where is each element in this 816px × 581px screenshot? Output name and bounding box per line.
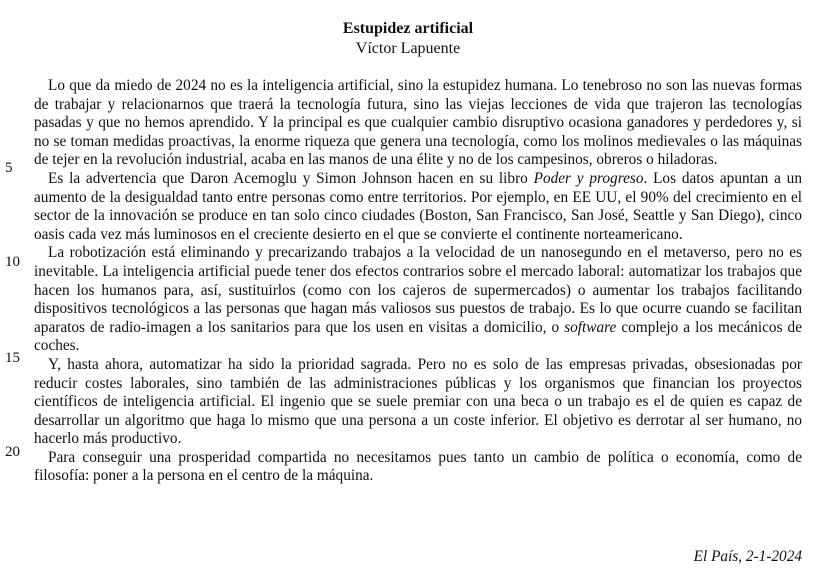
- paragraph-2-text-a: Es la advertencia que Daron Acemoglu y Simon Johnson hacen en su libro: [48, 169, 534, 187]
- paragraph-4-text: Y, hasta ahora, automatizar ha sido la prioridad sagrada. Pero no es solo de las empresas privadas, obsesionadas por reducir costes laborales, sino también de las administraciones públicas y los organismos que financian los proyectos científicos de inteligencia artificial. El ingenio que se suele premiar con una beca o un trabajo es el de quien es capaz de desarrollar un algoritmo que haga lo mismo que una persona a un coste inferior. El objetivo es derrotar al ser humano, no hacerlo más productivo.: [34, 355, 802, 448]
- paragraph-2: [34, 170, 802, 244]
- line-number-20: 20: [5, 444, 20, 460]
- line-number-5: 5: [5, 160, 13, 176]
- article-author: Víctor Lapuente: [355, 40, 461, 57]
- paragraph-1-text: Lo que da miedo de 2024 no es la inteligencia artificial, sino la estupidez humana. Lo tenebroso no son las nuevas formas de trabajar y relacionarnos que traerá la tecnología futura, sino las viejas lecciones de vida que trajeron las tecnologías pasadas y que no hemos aprendido. Y la principal es que cualquier cambio disruptivo ocasiona ganadores y perdedores y, si no se toman medidas proactivas, la enorme riqueza que genera una tecnología, como los molinos medievales o las máquinas de tejer en la revolución industrial, acaba en las manos de una élite y no de los campesinos, obreros o hiladoras.: [34, 77, 802, 169]
- paragraph-3-text-a: La robotización está eliminando y precarizando trabajos a la velocidad de un nanosegundo en el metaverso, pero no es inevitable. La inteligencia artificial puede tener dos efectos contrarios sobre el mercado laboral: automatizar los trabajos que hacen los humanos para, así, sustituirlos (como con los cajeros de supermercados) o aumentar los trabajos facilitando dispositivos tecnológicos a las personas que hagan más valiosos sus puestos de trabajo. Es lo que ocurre cuando se facilitan aparatos de radio-imagen a los sanitarios para que los usen en visitas a domicilio, o: [34, 244, 802, 336]
- software-term: software: [564, 318, 617, 336]
- paragraph-2-text-b: . Los datos apuntan a un aumento de la desigualdad tanto entre personas como entre territorios. Por ejemplo, en EE UU, el 90% del crecimiento en el sector de la innovación se produce en tan solo cinco ciudades (Boston, San Francisco, San José, Seattle y San Diego), cinco oasis cada vez más luminosos en el creciente desierto en el que se convierte el continente norteamericano.: [34, 169, 802, 243]
- article-body: [34, 77, 802, 486]
- article-source: El País, 2-1-2024: [693, 548, 802, 565]
- paragraph-3-text-b: complejo a los mecánicos de coches.: [34, 318, 802, 355]
- paragraph-5: [34, 449, 802, 486]
- paragraph-1: [34, 77, 802, 170]
- paragraph-5-text: Para conseguir una prosperidad compartida no necesitamos pues tanto un cambio de política o economía, como de filosofía: poner a la persona en el centro de la máquina.: [34, 448, 802, 485]
- line-number-10: 10: [5, 254, 20, 270]
- line-number-15: 15: [5, 350, 20, 366]
- book-title: Poder y progreso: [533, 169, 644, 187]
- article-title: Estupidez artificial: [342, 20, 474, 37]
- paragraph-4: [34, 356, 802, 449]
- paragraph-3: [34, 244, 802, 356]
